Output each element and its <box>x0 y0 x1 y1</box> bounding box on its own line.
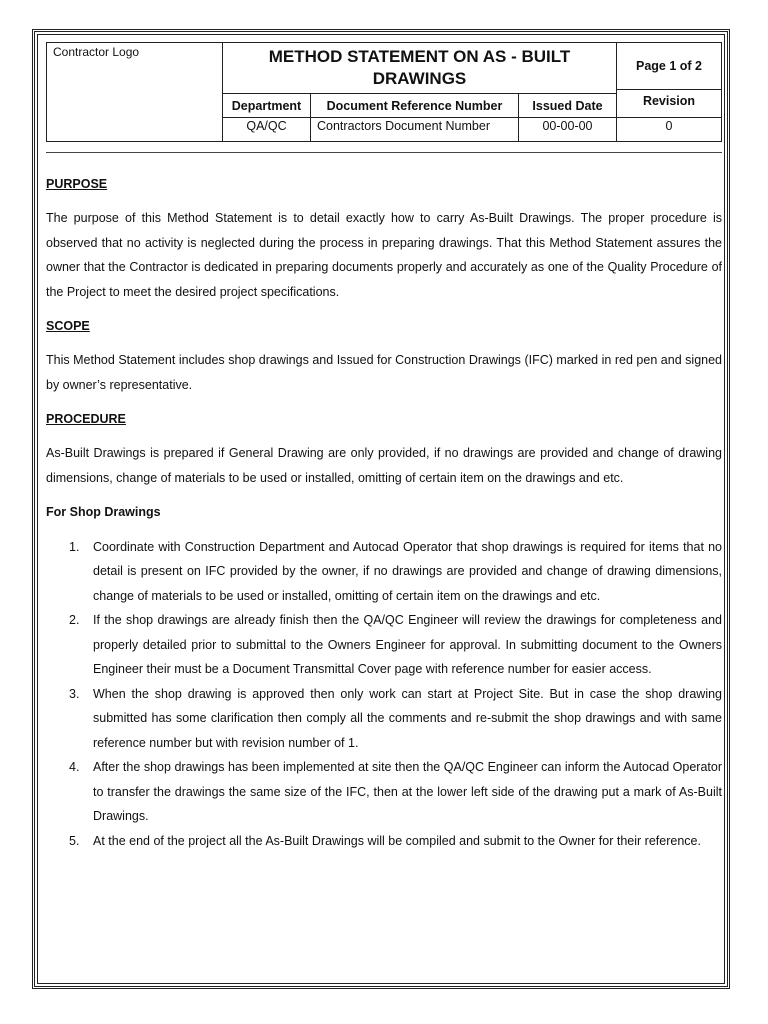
list-item <box>46 682 722 756</box>
document-title: METHOD STATEMENT ON AS - BUILT DRAWINGS <box>223 43 617 94</box>
issued-date-column-header: Issued Date <box>519 94 617 118</box>
list-item-number: 4. <box>69 760 80 774</box>
reference-value: Contractors Document Number <box>311 118 519 141</box>
issued-date-value: 00-00-00 <box>519 118 617 141</box>
list-item <box>46 608 722 682</box>
logo-placeholder-text: Contractor Logo <box>53 45 140 59</box>
procedure-paragraph: As-Built Drawings is prepared if General Drawing are only provided, if no drawings are provided and change of drawing dimensions, change of materials to be used or installed, omitting of certain item on the drawings and etc. <box>46 446 722 485</box>
reference-column-header: Document Reference Number <box>311 94 519 118</box>
list-item-number: 1. <box>69 539 80 554</box>
scope-paragraph: This Method Statement includes shop drawings and Issued for Construction Drawings (IFC) marked in red pen and signed by owner’s representative. <box>46 353 722 392</box>
document-header-table <box>46 42 722 142</box>
scope-heading: SCOPE <box>46 319 90 333</box>
department-value: QA/QC <box>223 118 311 141</box>
page-number: Page 1 of 2 <box>617 43 721 90</box>
logo-placeholder-cell <box>47 43 223 141</box>
list-item <box>46 755 722 829</box>
list-item <box>46 829 722 854</box>
list-item-text: Coordinate with Construction Department and Autocad Operator that shop drawings is required for items that no detail is present on IFC provided by the owner, if no drawings are provided and change of drawing dimensions, change of materials to be used or installed, omitting of certain item on the drawings and etc. <box>93 539 722 603</box>
list-item-text: At the end of the project all the As-Built Drawings will be compiled and submit to the Owner for their reference. <box>93 833 701 848</box>
list-item <box>46 535 722 609</box>
revision-column-header: Revision <box>617 90 721 118</box>
document-body <box>46 172 722 853</box>
procedure-heading: PROCEDURE <box>46 412 126 426</box>
department-column-header: Department <box>223 94 311 118</box>
list-item-number: 3. <box>69 686 80 701</box>
purpose-heading: PURPOSE <box>46 177 108 191</box>
revision-value: 0 <box>665 119 673 133</box>
procedure-steps-list <box>46 535 722 854</box>
list-item-text: If the shop drawings are already finish then the QA/QC Engineer will review the drawings for completeness and properly detailed prior to submittal to the Owners Engineer for approval. In submitting document to the Owners Engineer their must be a Document Transmittal Cover page with reference number for easier access. <box>93 613 722 676</box>
list-item-number: 5. <box>69 833 80 848</box>
list-item-number: 2. <box>69 613 80 627</box>
list-item-text: When the shop drawing is approved then only work can start at Project Site. But in case the shop drawing submitted has some clarification then comply all the comments and re-submit the shop drawings and with same reference number but with revision number of 1. <box>93 686 722 750</box>
header-divider <box>46 152 722 153</box>
purpose-paragraph: The purpose of this Method Statement is to detail exactly how to carry As-Built Drawings. The proper procedure is observed that no activity is neglected during the process in preparing drawings. That this Method Statement assures the owner that the Contractor is dedicated in preparing documents properly and accurately as one of the Quality Procedure of the Project to meet the desired project specifications. <box>46 211 722 299</box>
list-item-text: After the shop drawings has been implemented at site then the QA/QC Engineer can inform the Autocad Operator to transfer the drawings the same size of the IFC, then at the lower left side of the drawing put a mark of As-Built Drawings. <box>93 760 722 823</box>
shop-drawings-heading: For Shop Drawings <box>46 505 161 519</box>
